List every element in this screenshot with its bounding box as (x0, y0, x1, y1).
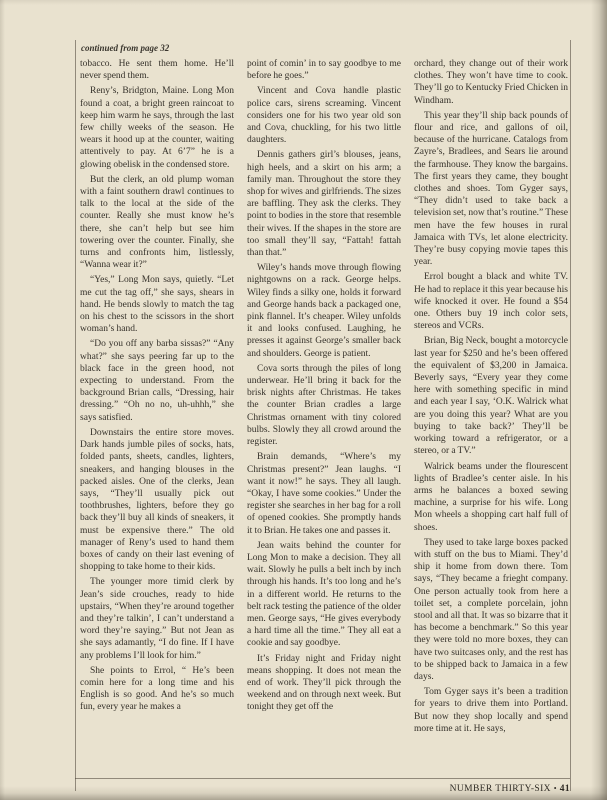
text-column-2 (247, 58, 401, 772)
paragraph: Jean waits behind the counter for Long Mon to make a decision. They all wait. Slowly he pulls a belt inch by inch through his hands. It’s too long and he’s in a different world. He returns to the belt rack testing the patience of the older men. George says, “He gives everybody a hard time all the time.” They all eat a cookie and say goodbye. (247, 540, 401, 649)
paragraph: Reny’s, Bridgton, Maine. Long Mon found a coat, a bright green raincoat to keep him warm he says, through the last few chilly weeks of the season. He wears it hood up at the counter, waiting attentively to pay. At 6’7” he is a glowing obelisk in the condensed store. (80, 86, 234, 170)
paragraph: Errol bought a black and white TV. He had to replace it this year because his wife knocked it over. He found a $54 one. Others buy 19 inch color sets, stereos and VCRs. (414, 272, 568, 332)
paragraph: The younger more timid clerk by Jean’s side crouches, ready to hide upstairs, “When they’re around together and they’re talkin’, I can’t understand a word they’re saying.” But not Jean as she says adamantly, “I do fine. If I have any problems I’ll look for him.” (80, 577, 234, 661)
article-body (80, 43, 568, 772)
issue-label: NUMBER THIRTY-SIX (449, 784, 551, 794)
paragraph: “Yes,” Long Mon says, quietly. “Let me cut the tag off,” she says, shears in hand. He bends slowly to match the tag on his chest to the scissors in the short woman’s hand. (80, 275, 234, 335)
paragraph: “Do you off any barba sissas?” “Any what?” she says peering far up to the black face in the green hood, not expecting to understand. From the background Brian calls, “Dressing, hair dressing.” “Oh no no, uh-uhhh,” she says satisfied. (80, 339, 234, 423)
paragraph: They used to take large boxes packed with stuff on the bus to Miami. They’d ship it home from down there. Tom says, “They became a frieght company. One person actually took from here a toilet set, a complete porcelain, john stool and all that. It was so bizarre that it has become a benchmark.” So this year they were told no more boxes, they can have two suitcases only, and the rest has to be shipped back to Jamaica in a few days. (414, 537, 568, 682)
left-margin-rule (75, 40, 76, 791)
paragraph: But the clerk, an old plump woman with a faint southern drawl continues to talk to the local at the side of the counter. Really she must know he’s there, she can’t help but see him towering over the counter. Finally, she turns and confronts him, listlessly, “Wanna wear it?” (80, 174, 234, 271)
paragraph: Walrick beams under the flourescent lights of Bradlee’s center aisle. In his arms he balances a boxed sewing machine, a surprise for his wife. Long Mon wheels a shopping cart half full of shoes. (414, 461, 568, 533)
page-footer (450, 784, 570, 794)
paragraph: She points to Errol, “ He’s been comin here for a long time and his English is so good. And he’s so much fun, every year he makes a (80, 665, 234, 713)
paragraph: It’s Friday night and Friday night means shopping. It does not mean the end of work. They’ll pick through the weekend and on through next week. But tonight they get off the (247, 653, 401, 713)
text-columns (80, 58, 568, 772)
page-number: 41 (559, 784, 570, 794)
paragraph: Tom Gyger says it’s been a tradition for years to drive them into Portland. But now they shop locally and spend more time at it. He says, (414, 687, 568, 734)
footer-rule (75, 778, 570, 779)
text-column-3 (414, 58, 568, 772)
paragraph: Brian, Big Neck, bought a motorcycle last year for $250 and he’s been offered the equivalent of $3,200 in Jamaica. Beverly says, “Every year they come here with something specific in mind and each year I say, ‘O.K. Walrick what are you doing this year? What are you buying to take back?’ They’ll be working toward a refrigerator, or a stereo, or a TV.” (414, 336, 568, 457)
text-column-1 (80, 58, 234, 772)
paragraph: Dennis gathers girl’s blouses, jeans, high heels, and a skirt on his arm; a family man. Throughout the store they shop for wives and girlfriends. The sizes are baffling. They ask the clerks. They point to bodies in the store that resemble their wives. If the shapes in the store are too small they’ll say, “Fattah! fattah than that.” (247, 150, 401, 259)
continued-from-note: continued from page 32 (81, 43, 170, 53)
paragraph: Brain demands, “Where’s my Christmas present?” Jean laughs. “I want it now!” he says. They all laugh. “Okay, I have some cookies.” Under the register she searches in her bag for a roll of opened cookies. She promptly hands it to Brian. He takes one and passes it. (247, 452, 401, 536)
paragraph: point of comin’ in to say goodbye to me before he goes.” (247, 59, 401, 82)
paragraph: orchard, they change out of their work clothes. They won’t have time to cook. They’ll go to Kentucky Fried Chicken in Windham. (414, 59, 568, 106)
paragraph: Cova sorts through the piles of long underwear. He’ll bring it back for the brisk nights after Christmas. He takes the counter Brian cradles a large Christmas ornament with tiny colored bulbs. Slowly they all crowd around the register. (247, 363, 401, 448)
paragraph: Vincent and Cova handle plastic police cars, sirens screaming. Vincent considers one for his two year old son and Cova, chuckling, for his two little daughters. (247, 86, 401, 146)
paragraph: This year they’ll ship back pounds of flour and rice, and gallons of oil, because of the hurricane. Catalogs from Zayre’s, Bradlees, and Sears lie around the farmhouse. They know the bargains. The first years they came, they bought clothes and shoes. Tom Gyger says, “They didn’t used to take back a television set, now that’s routine.” These men have the few houses in rural Jamaica with TVs, let alone electricity. They’re busy copying movie tapes this year. (414, 110, 568, 268)
paragraph: Downstairs the entire store moves. Dark hands jumble piles of socks, hats, folded pants, sheets, candles, lighters, sneakers, and hanging blouses in the packed aisles. One of the clerks, Jean says, “They’ll usually pick out toothbrushes, lighters, before they go back they’ll buy all kinds of sneakers, it must be expensive there.” The old manager of Reny’s used to hand them boxes of candy on their last evening of shopping to take home to their kids. (80, 427, 234, 573)
paragraph: Wiley’s hands move through flowing nightgowns on a rack. George helps. Wiley finds a silky one, holds it forward and George hands back a packaged one, pink flannel. It’s cheaper. Wiley unfolds it and looks confused. Laughing, he presses it against George’s smaller back and shoulders. George is patient. (247, 263, 401, 359)
footer-bullet: • (553, 784, 557, 793)
paragraph: tobacco. He sent them home. He’ll never spend them. (80, 59, 234, 82)
right-margin-rule (570, 40, 571, 791)
